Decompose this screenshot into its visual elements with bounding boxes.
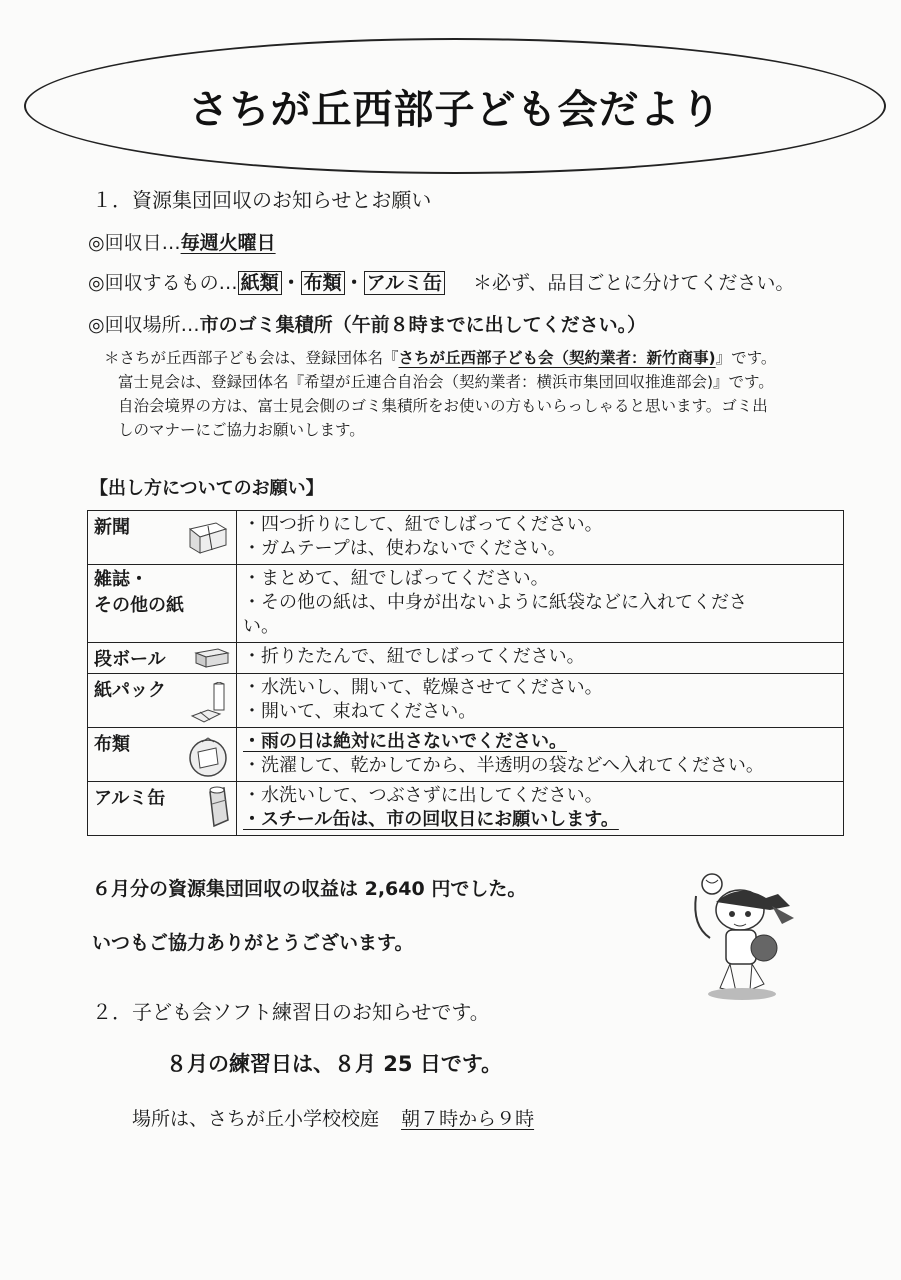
item-paper: 紙類 xyxy=(238,271,282,295)
collection-day-value: 毎週火曜日 xyxy=(180,232,276,254)
rule-line: ・開いて、束ねてください。 xyxy=(243,701,477,722)
rule-line: ・水洗いして、つぶさずに出してください。 xyxy=(243,785,603,806)
category-cell xyxy=(88,511,237,565)
rule-line: ・洗濯して、乾かしてから、半透明の袋などへ入れてください。 xyxy=(243,755,764,776)
rule-line: ・ガムテープは、使わないでください。 xyxy=(243,538,566,559)
thanks-note: いつもご協力ありがとうございます。 xyxy=(92,932,414,954)
note-line-4: しのマナーにご協力お願いします。 xyxy=(118,421,365,439)
collection-place xyxy=(88,310,646,337)
cardboard-icon xyxy=(194,645,230,669)
collection-day-label: ◎回収日… xyxy=(88,232,181,254)
practice-place-label: 場所は、さちが丘小学校校庭 xyxy=(132,1108,380,1130)
rule-text-cell xyxy=(237,728,844,782)
section2-heading: ２．子ども会ソフト練習日のお知らせです。 xyxy=(92,1000,490,1024)
table-row xyxy=(88,728,844,782)
practice-place xyxy=(132,1104,534,1131)
rule-text-cell xyxy=(237,782,844,836)
collection-items xyxy=(88,268,794,295)
rule-text-cell xyxy=(237,674,844,728)
category-label: 紙パック xyxy=(94,680,166,701)
items-note: ＊必ず、品目ごとに分けてください。 xyxy=(472,272,795,294)
title-oval xyxy=(24,38,886,174)
newspaper-bundle-icon xyxy=(186,515,230,555)
item-cloth: 布類 xyxy=(301,271,345,295)
practice-date: ８月の練習日は、８月 25 日です。 xyxy=(166,1052,503,1076)
table-row xyxy=(88,511,844,565)
table-row xyxy=(88,782,844,836)
collection-place-label: ◎回収場所… xyxy=(88,314,200,336)
rule-text-cell xyxy=(237,565,844,643)
table-row xyxy=(88,674,844,728)
category-label: アルミ缶 xyxy=(94,788,166,809)
note-line-1 xyxy=(104,346,864,370)
milk-carton-icon xyxy=(190,682,230,726)
category-label: 雑誌・ その他の紙 xyxy=(94,569,184,616)
category-label: 新聞 xyxy=(94,517,130,538)
table-row xyxy=(88,643,844,674)
cloth-bag-icon xyxy=(186,734,230,778)
softball-player-icon xyxy=(682,866,802,1004)
category-label: 布類 xyxy=(94,734,130,755)
collection-items-label: ◎回収するもの… xyxy=(88,272,238,294)
rule-text-cell xyxy=(237,511,844,565)
note-line-3: 自治会境界の方は、富士見会側のゴミ集積所をお使いの方もいらっしゃると思います。ゴミ出 xyxy=(118,397,768,415)
rule-text-cell xyxy=(237,643,844,674)
note-line-2: 富士見会は、登録団体名『希望が丘連合自治会（契約業者：横浜市集団回収推進部会)』です。 xyxy=(118,373,774,391)
rule-line: ・水洗いし、開いて、乾燥させてください。 xyxy=(243,677,603,698)
collection-day xyxy=(88,228,276,255)
item-sep-1: ・ xyxy=(281,272,301,294)
aluminum-can-icon xyxy=(202,786,230,830)
note-line-1-bold: さちが丘西部子ども会（契約業者：新竹商事) xyxy=(398,349,716,367)
category-label: 段ボール xyxy=(94,649,166,670)
item-sep-2: ・ xyxy=(344,272,364,294)
rules-heading: 【出し方についてのお願い】 xyxy=(90,478,324,499)
collection-place-value: 市のゴミ集積所（午前８時までに出してください。） xyxy=(199,314,647,336)
category-cell xyxy=(88,782,237,836)
category-cell xyxy=(88,728,237,782)
section1-heading: １．資源集団回収のお知らせとお願い xyxy=(92,188,432,212)
category-cell xyxy=(88,674,237,728)
table-row xyxy=(88,565,844,643)
rule-line: ・その他の紙は、中身が出ないように紙袋などに入れてくださ い。 xyxy=(243,592,747,637)
note-line-1-post: 』です。 xyxy=(715,349,777,367)
disposal-rules-table xyxy=(87,510,844,836)
registration-note xyxy=(104,346,864,442)
rule-line: ・雨の日は絶対に出さないでください。 xyxy=(243,731,567,752)
rule-line: ・まとめて、紐でしばってください。 xyxy=(243,568,549,589)
page-title: さちが丘西部子ども会だより xyxy=(188,86,722,133)
category-cell xyxy=(88,643,237,674)
profit-note: ６月分の資源集団回収の収益は 2,640 円でした。 xyxy=(92,878,527,900)
rule-line: ・スチール缶は、市の回収日にお願いします。 xyxy=(243,809,619,830)
category-cell xyxy=(88,565,237,643)
note-line-1-pre: ＊さちが丘西部子ども会は、登録団体名『 xyxy=(104,349,399,367)
rule-line: ・四つ折りにして、紐でしばってください。 xyxy=(243,514,603,535)
rule-line: ・折りたたんで、紐でしばってください。 xyxy=(243,646,585,667)
practice-time: 朝７時から９時 xyxy=(401,1108,535,1130)
item-aluminum: アルミ缶 xyxy=(364,271,445,295)
